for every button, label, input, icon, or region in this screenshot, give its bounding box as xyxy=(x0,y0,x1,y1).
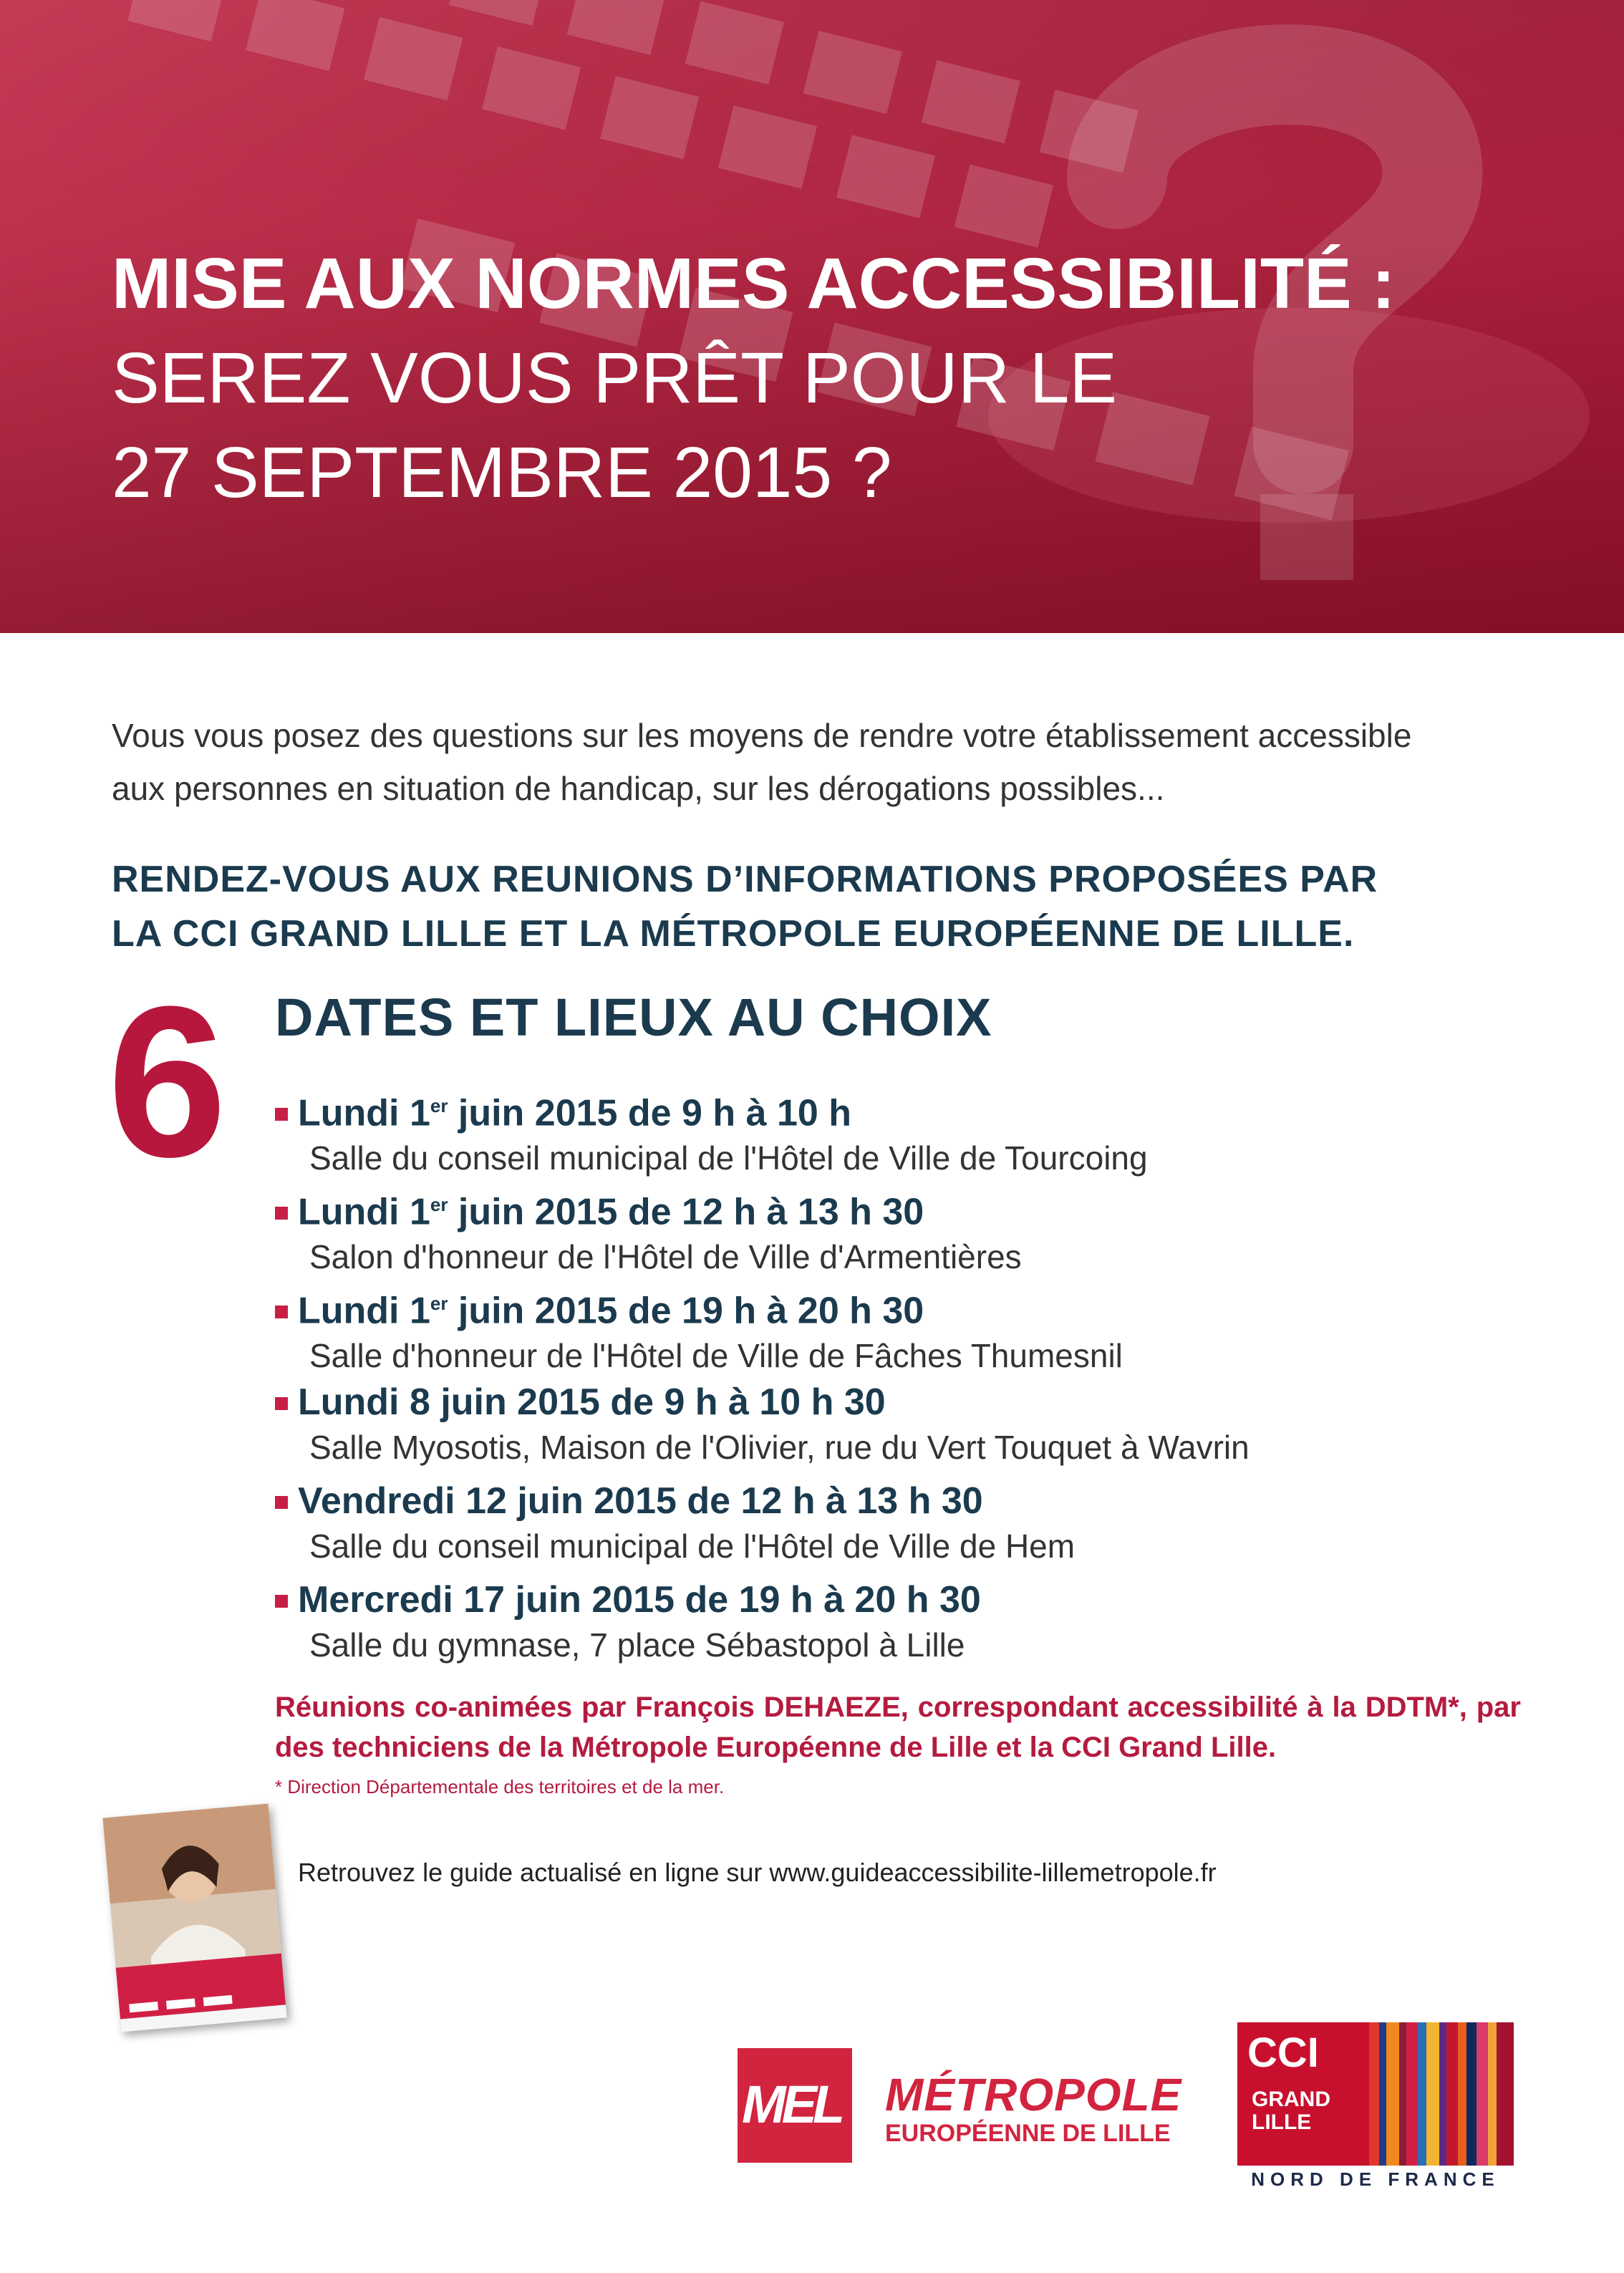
session-date xyxy=(275,1577,1564,1623)
session-place: Salle du conseil municipal de l'Hôtel de Ville de Tourcoing xyxy=(309,1139,1148,1177)
cci-logo-stripes xyxy=(1369,2022,1514,2166)
intro-line-1: Vous vous posez des questions sur les moyens de rendre votre établissement accessible xyxy=(112,717,1412,754)
session-date xyxy=(275,1182,1564,1235)
session-time: juin 2015 de 19 h à 20 h 30 xyxy=(448,1290,924,1332)
footnote: * Direction Départementale des territoires et de la mer. xyxy=(275,1776,725,1797)
guide-cover-illustration xyxy=(102,1803,286,2032)
guide-link[interactable]: Retrouvez le guide actualisé en ligne sur www.guideaccessibilite-lillemetropole.fr xyxy=(298,1858,1217,1887)
list-item xyxy=(275,1280,1564,1379)
list-item xyxy=(275,1478,1564,1577)
session-day: Mercredi 17 juin 2015 de 19 h à 20 h 30 xyxy=(298,1579,981,1621)
mel-logo-letters: MEL xyxy=(742,2075,841,2134)
session-place: Salle du gymnase, 7 place Sébastopol à Lille xyxy=(309,1626,965,1664)
session-day-suffix: er xyxy=(430,1293,448,1314)
cci-logo-grand-lille xyxy=(1252,2088,1330,2134)
session-time: juin 2015 de 9 h à 10 h xyxy=(448,1092,852,1134)
session-date xyxy=(275,1379,1564,1425)
bullet-icon xyxy=(275,1108,288,1121)
guide-cover-image xyxy=(102,1803,286,2032)
session-day-suffix: er xyxy=(430,1194,448,1215)
title-line-3: 27 SEPTEMBRE 2015 ? xyxy=(112,433,892,513)
page-title xyxy=(112,236,1396,520)
mel-logo-subtitle: EUROPÉENNE DE LILLE xyxy=(885,2120,1171,2147)
bullet-icon xyxy=(275,1207,288,1220)
session-place: Salle du conseil municipal de l'Hôtel de Ville de Hem xyxy=(309,1528,1076,1565)
mel-logo-name: MÉTROPOLE xyxy=(885,2069,1182,2120)
call-to-action-heading xyxy=(112,852,1544,961)
cta-line-2: LA CCI GRAND LILLE ET LA MÉTROPOLE EUROPÉENNE DE LILLE. xyxy=(112,913,1355,955)
cci-logo xyxy=(1237,2022,1514,2188)
intro-line-2: aux personnes en situation de handicap, sur les dérogations possibles... xyxy=(112,770,1165,807)
bullet-icon xyxy=(275,1306,288,1318)
bullet-icon xyxy=(275,1496,288,1509)
session-place: Salle d'honneur de l'Hôtel de Ville de Fâches Thumesnil xyxy=(309,1337,1123,1375)
session-place: Salle Myosotis, Maison de l'Olivier, rue du Vert Touquet à Wavrin xyxy=(309,1429,1250,1466)
session-day: Lundi 8 juin 2015 de 9 h à 10 h 30 xyxy=(298,1381,886,1423)
session-place: Salon d'honneur de l'Hôtel de Ville d'Armentières xyxy=(309,1238,1022,1276)
session-list xyxy=(275,1083,1564,1676)
mel-logo xyxy=(738,2048,1196,2163)
dates-count-numeral: 6 xyxy=(107,961,227,1202)
session-day: Lundi 1 xyxy=(298,1191,430,1233)
cta-line-1: RENDEZ-VOUS AUX REUNIONS D’INFORMATIONS PROPOSÉES PAR xyxy=(112,859,1378,900)
list-item xyxy=(275,1083,1564,1182)
session-date xyxy=(275,1083,1564,1136)
session-day: Lundi 1 xyxy=(298,1290,430,1332)
session-time: juin 2015 de 12 h à 13 h 30 xyxy=(448,1191,924,1233)
session-day: Lundi 1 xyxy=(298,1092,430,1134)
dates-heading: DATES ET LIEUX AU CHOIX xyxy=(275,988,992,1047)
session-day: Vendredi 12 juin 2015 de 12 h à 13 h 30 xyxy=(298,1480,983,1522)
bullet-icon xyxy=(275,1397,288,1410)
mel-logo-mark xyxy=(738,2048,852,2163)
cci-logo-mark xyxy=(1237,2022,1369,2166)
title-line-2: SEREZ VOUS PRÊT POUR LE xyxy=(112,338,1118,418)
cci-logo-region: NORD DE FRANCE xyxy=(1251,2168,1500,2190)
session-date xyxy=(275,1478,1564,1524)
list-item xyxy=(275,1379,1564,1478)
cci-logo-sub-1: GRAND xyxy=(1252,2088,1330,2111)
session-day-suffix: er xyxy=(430,1095,448,1116)
session-date xyxy=(275,1280,1564,1333)
list-item xyxy=(275,1577,1564,1676)
bullet-icon xyxy=(275,1595,288,1608)
organizers-note: Réunions co-animées par François DEHAEZE, correspondant accessibilité à la DDTM*, par des techniciens de la Métropole Européenne de Lille et la CCI Grand Lille. xyxy=(275,1692,1521,1763)
title-line-1: MISE AUX NORMES ACCESSIBILITÉ : xyxy=(112,243,1396,324)
intro-paragraph xyxy=(112,709,1515,815)
cci-logo-sub-2: LILLE xyxy=(1252,2110,1312,2134)
list-item xyxy=(275,1182,1564,1280)
cci-logo-name: CCI xyxy=(1247,2030,1319,2076)
hero-banner xyxy=(0,0,1624,633)
